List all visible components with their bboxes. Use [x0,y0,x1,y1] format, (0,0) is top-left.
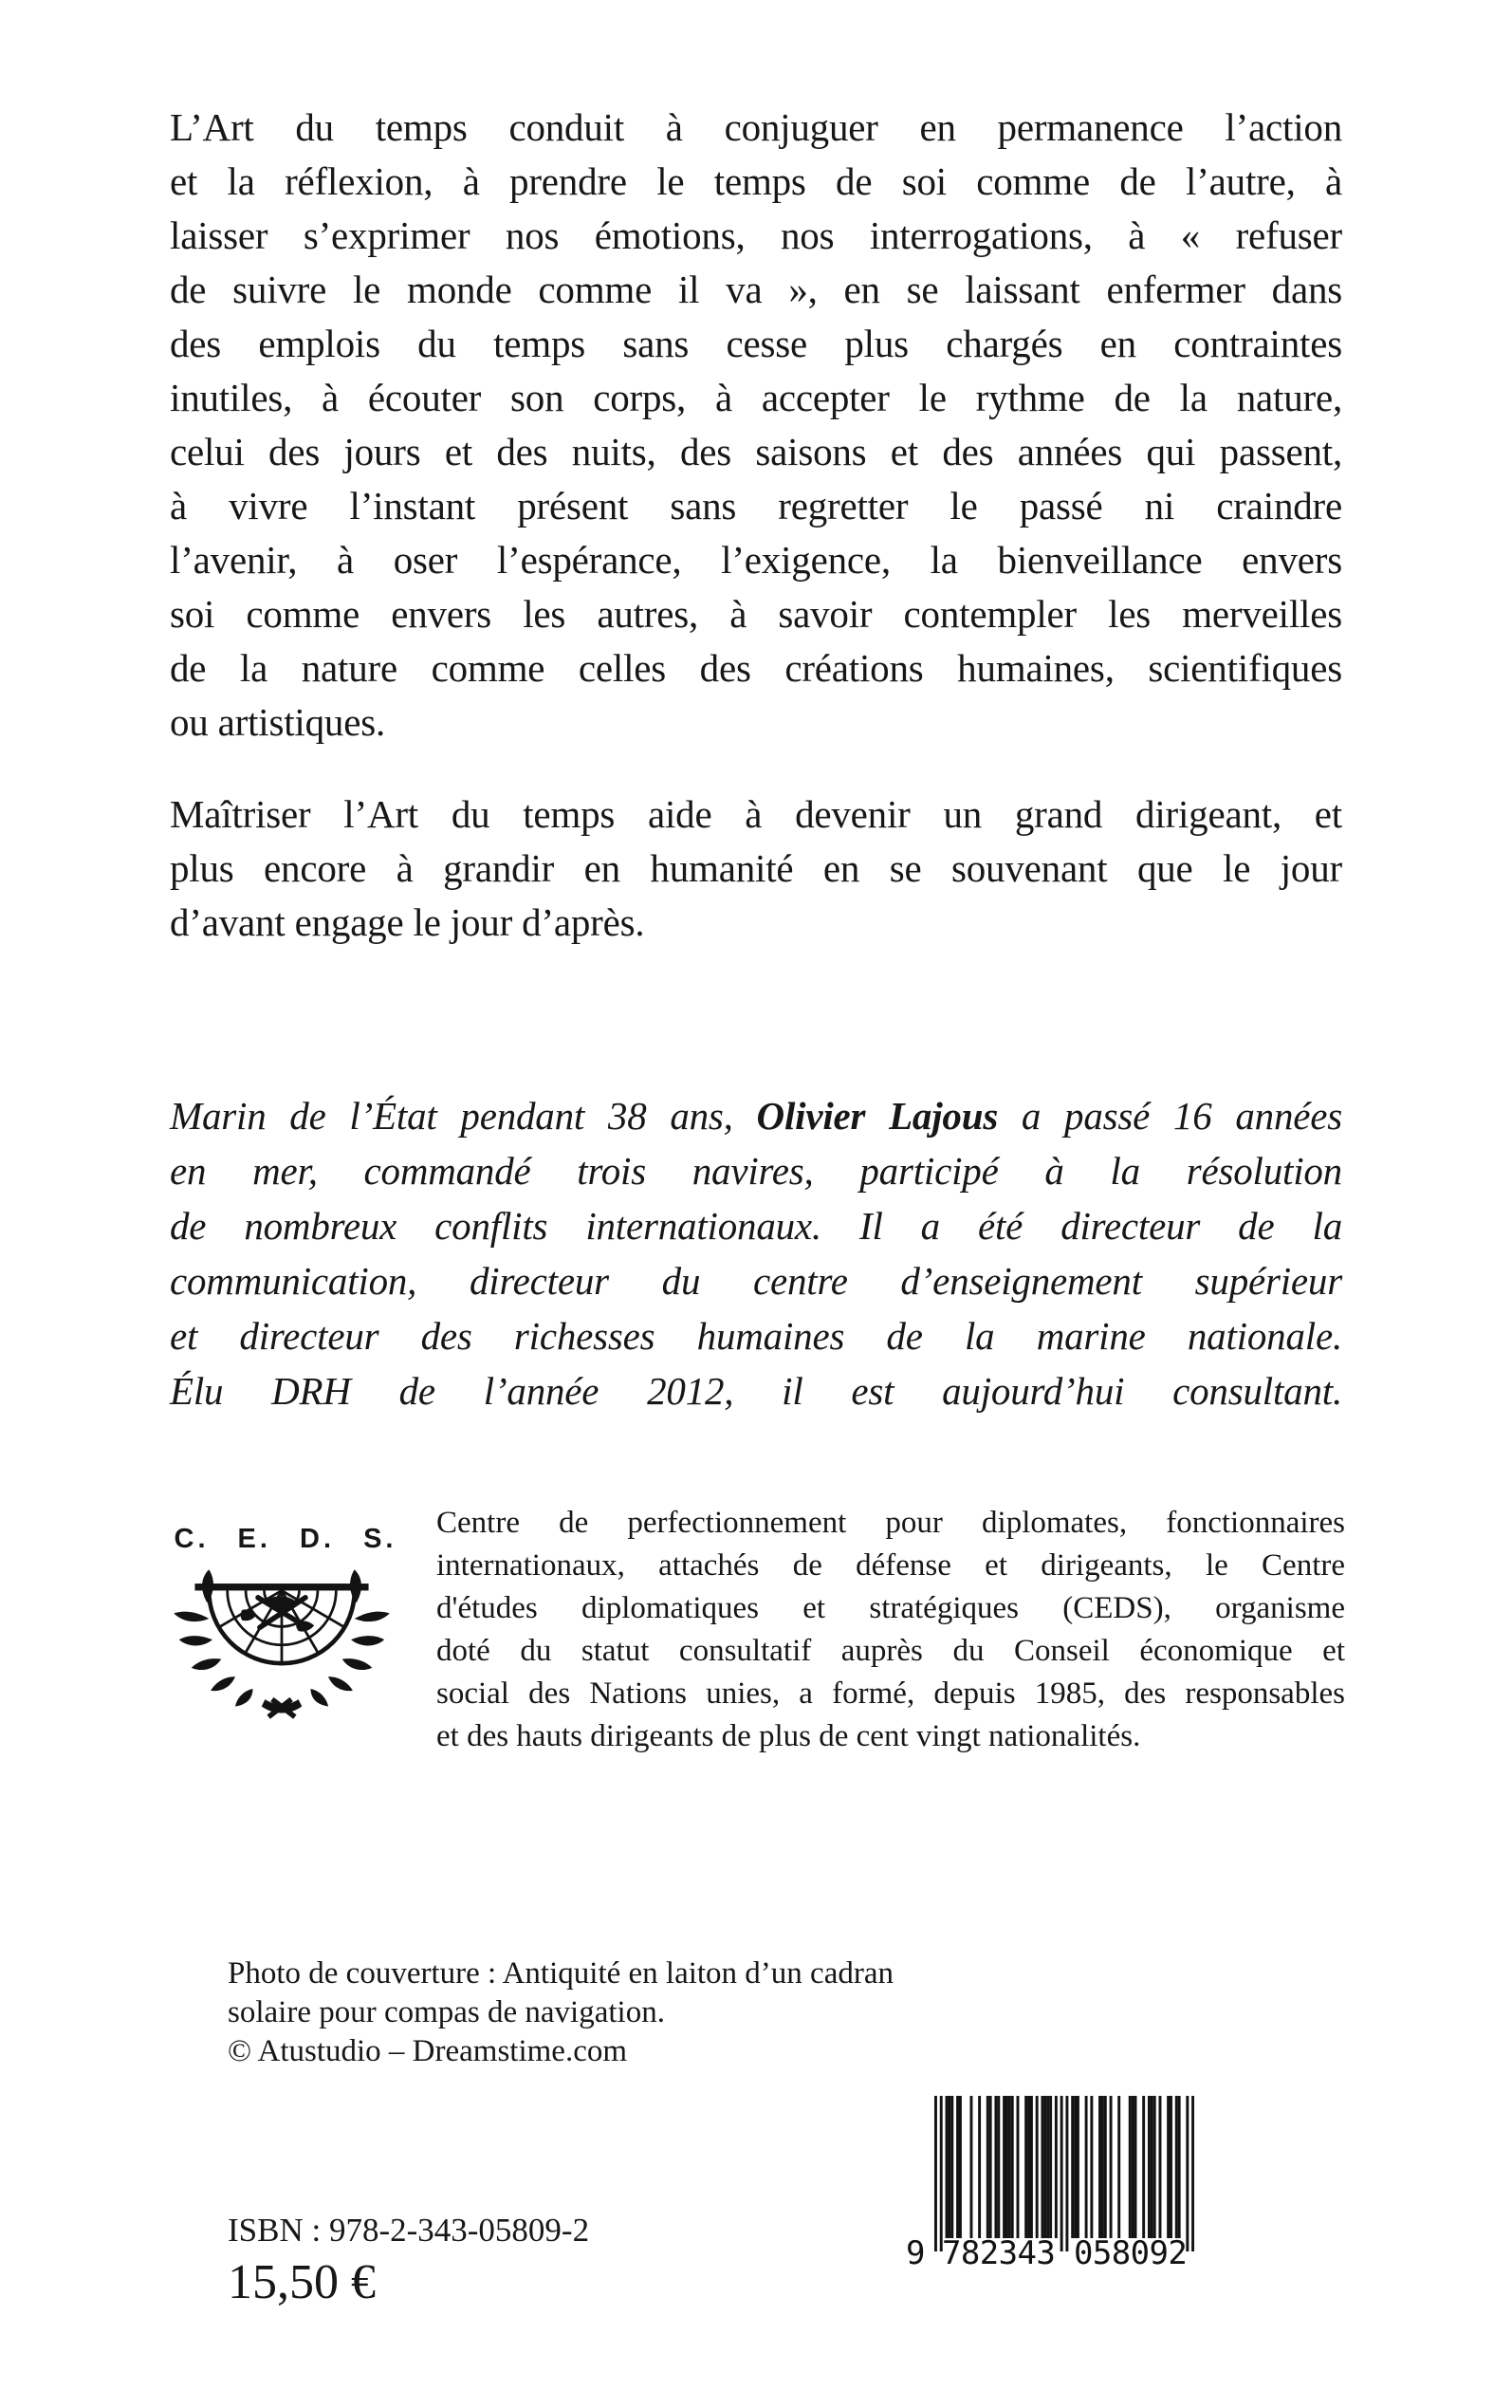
text-line: à vivre l’instant présent sans regretter le passé ni craindre [170,484,1342,528]
text-line: internationaux, attachés de défense et dirigeants, le Centre [436,1548,1345,1583]
text-line: inutiles, à écouter son corps, à accepter le rythme de la nature, [170,376,1342,419]
price-label: 15,50 € [228,2255,376,2309]
text-line: de suivre le monde comme il va », en se laissant enfermer dans [170,268,1342,311]
barcode-digits-group2: 058092 [1074,2234,1188,2272]
text-line: Maîtriser l’Art du temps aide à devenir un grand dirigeant, et [170,792,1342,836]
barcode-digit-9: 9 [906,2234,925,2272]
text-line: en mer, commandé trois navires, participé à la résolution [170,1149,1342,1193]
author-name: Olivier Lajous [756,1094,999,1138]
text-line: social des Nations unies, a formé, depuis 1985, des responsables [436,1676,1345,1711]
synopsis-paragraph-2 [170,787,1342,950]
text-line: l’avenir, à oser l’espérance, l’exigence, la bienveillance envers [170,538,1342,582]
isbn-label: ISBN : 978-2-343-05809-2 [228,2212,590,2249]
text-line: et des hauts dirigeants de plus de cent vingt nationalités. [436,1719,1141,1753]
text-line: et la réflexion, à prendre le temps de soi comme de l’autre, à [170,159,1342,203]
emblem-top-bar [194,1584,368,1590]
bio-prefix: Marin de l’État pendant 38 ans, [170,1094,757,1138]
text-line: Photo de couverture : Antiquité en laiton d’un cadran [228,1956,894,1991]
text-line: Centre de perfectionnement pour diplomates, fonctionnaires [436,1506,1345,1540]
emblem-ribbon-bow [262,1699,303,1716]
author-bio-block [170,1088,1342,1418]
bio-suffix: a passé 16 années [998,1094,1342,1138]
text-line: d'études diplomatiques et stratégiques (CEDS), organisme [436,1591,1345,1625]
synopsis-block [170,101,1342,950]
text-line: de la nature comme celles des créations humaines, scientifiques [170,646,1342,690]
photo-credit [228,1954,949,2071]
text-line: doté du statut consultatif auprès du Conseil économique et [436,1634,1345,1668]
text-line: Élu DRH de l’année 2012, il est aujourd’hui consultant. [170,1369,1342,1413]
barcode-bars [934,2096,1194,2253]
ceds-acronym: C. E. D. S. [174,1524,397,1554]
ceds-logo [159,1524,412,1724]
text-line: soi comme envers les autres, à savoir contempler les merveilles [170,592,1342,636]
barcode [906,2096,1194,2286]
emblem-globe-grid [209,1590,355,1663]
text-line: L’Art du temps conduit à conjuguer en permanence l’action [170,105,1342,149]
text-line: laisser s’exprimer nos émotions, nos interrogations, à « refuser [170,213,1342,257]
ceds-emblem-icon [159,1561,404,1724]
author-bio-line-1 [170,1088,1342,1143]
text-line: des emplois du temps sans cesse plus chargés en contraintes [170,322,1342,365]
text-line: © Atustudio – Dreamstime.com [228,2034,628,2068]
text-line: plus encore à grandir en humanité en se souvenant que le jour [170,846,1342,890]
text-line: celui des jours et des nuits, des saisons et des années qui passent, [170,430,1342,473]
text-line: solaire pour compas de navigation. [228,1995,665,2029]
text-line: et directeur des richesses humaines de la marine nationale. [170,1314,1342,1358]
text-line: de nombreux conflits internationaux. Il a été directeur de la [170,1204,1342,1248]
author-bio-rest [170,1143,1342,1418]
ceds-description [436,1502,1345,1758]
text-line: ou artistiques. [170,700,386,744]
barcode-digits-group1: 782343 [942,2234,1056,2272]
text-line: communication, directeur du centre d’enseignement supérieur [170,1259,1342,1303]
synopsis-paragraph-1 [170,101,1342,750]
text-line: d’avant engage le jour d’après. [170,900,645,944]
